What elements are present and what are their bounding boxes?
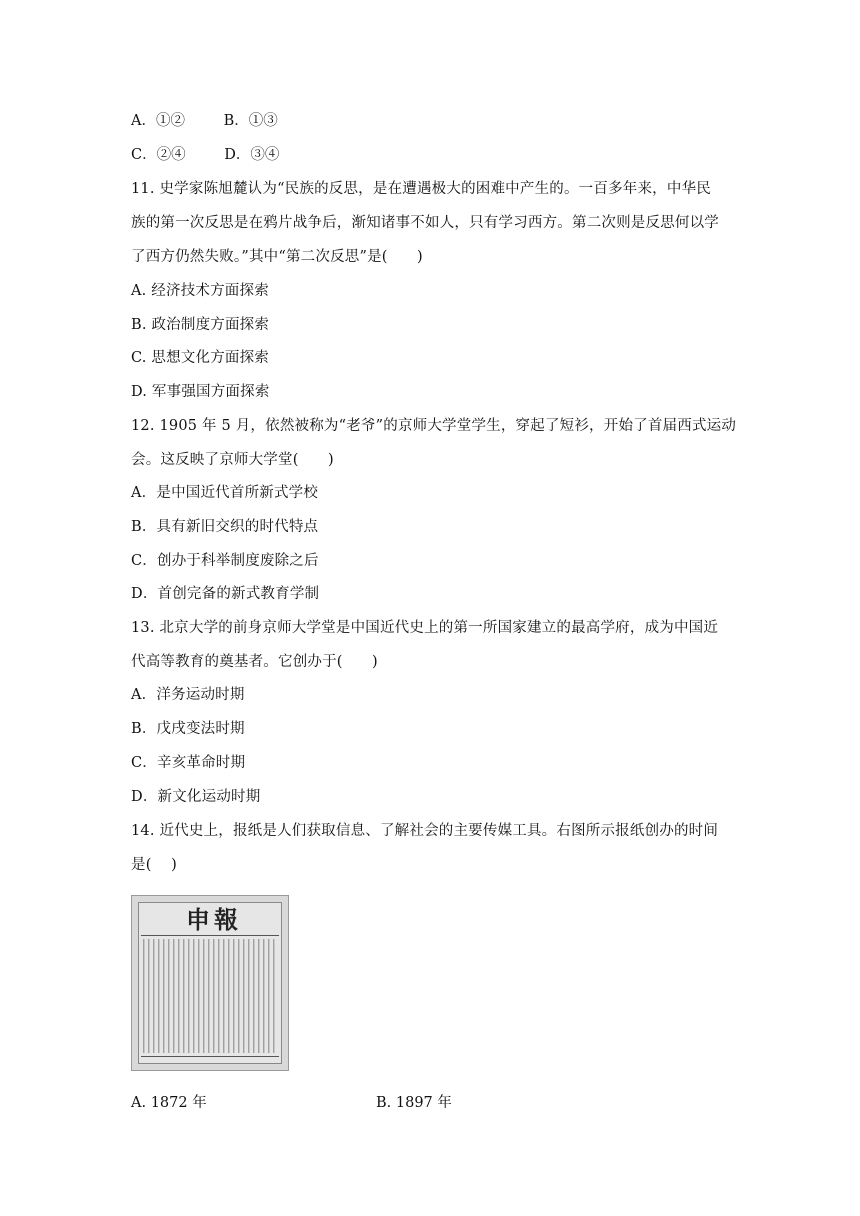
q10-option-c[interactable]: C．②④ xyxy=(131,147,186,163)
q12-option-d[interactable]: D．首创完备的新式教育学制 xyxy=(131,586,320,602)
q13-option-c[interactable]: C．辛亥革命时期 xyxy=(131,755,246,771)
q11-option-b[interactable]: B. 政治制度方面探索 xyxy=(131,317,270,333)
newspaper-rule xyxy=(141,935,279,936)
q10-options-row-2 xyxy=(131,145,279,165)
q12-option-b[interactable]: B．具有新旧交织的时代特点 xyxy=(131,519,319,535)
q14-option-b[interactable]: B. 1897 年 xyxy=(376,1095,452,1111)
q13-option-d[interactable]: D．新文化运动时期 xyxy=(131,789,261,805)
q12-option-c[interactable]: C．创办于科举制度废除之后 xyxy=(131,553,319,569)
q11-stem-line-1: 11. 史学家陈旭麓认为“民族的反思，是在遭遇极大的困难中产生的。一百多年来，中华民 xyxy=(131,181,711,197)
q14-options-row xyxy=(131,1093,452,1113)
q10-option-a[interactable]: A．①② xyxy=(131,113,185,129)
q13-option-b[interactable]: B．戊戌变法时期 xyxy=(131,721,245,737)
q13-option-a[interactable]: A．洋务运动时期 xyxy=(131,687,245,703)
q14-stem-line-2: 是( ) xyxy=(131,857,177,873)
q14-option-a[interactable]: A. 1872 年 xyxy=(131,1095,207,1111)
q12-stem-line-2: 会。这反映了京师大学堂( ) xyxy=(131,452,334,468)
q11-option-d[interactable]: D. 军事强国方面探索 xyxy=(131,384,270,400)
shenbao-newspaper-image xyxy=(131,895,289,1071)
q11-option-c[interactable]: C. 思想文化方面探索 xyxy=(131,350,269,366)
q10-option-d[interactable]: D．③④ xyxy=(224,147,280,163)
q11-stem-line-3: 了西方仍然失败。”其中“第二次反思”是( ) xyxy=(131,249,423,265)
q11-option-a[interactable]: A. 经济技术方面探索 xyxy=(131,283,269,299)
newspaper-text-columns xyxy=(143,939,277,1053)
q12-stem-line-1: 12. 1905 年 5 月，依然被称为“老爷”的京师大学堂学生，穿起了短衫，开始了首届西式运动 xyxy=(131,418,737,434)
newspaper-bottom-rule xyxy=(141,1056,279,1057)
q12-option-a[interactable]: A．是中国近代首所新式学校 xyxy=(131,485,319,501)
q10-option-b[interactable]: B．①③ xyxy=(223,113,278,129)
q14-stem-line-1: 14. 近代史上，报纸是人们获取信息、了解社会的主要传媒工具。右图所示报纸创办的时间 xyxy=(131,823,719,839)
q11-stem-line-2: 族的第一次反思是在鸦片战争后，渐知诸事不如人，只有学习西方。第二次则是反思何以学 xyxy=(131,215,719,231)
q10-options-row-1 xyxy=(131,111,278,131)
newspaper-page xyxy=(138,902,282,1064)
q13-stem-line-1: 13. 北京大学的前身京师大学堂是中国近代史上的第一所国家建立的最高学府，成为中国近 xyxy=(131,620,719,636)
newspaper-masthead: 申報 xyxy=(186,905,242,934)
q13-stem-line-2: 代高等教育的奠基者。它创办于( ) xyxy=(131,654,378,670)
